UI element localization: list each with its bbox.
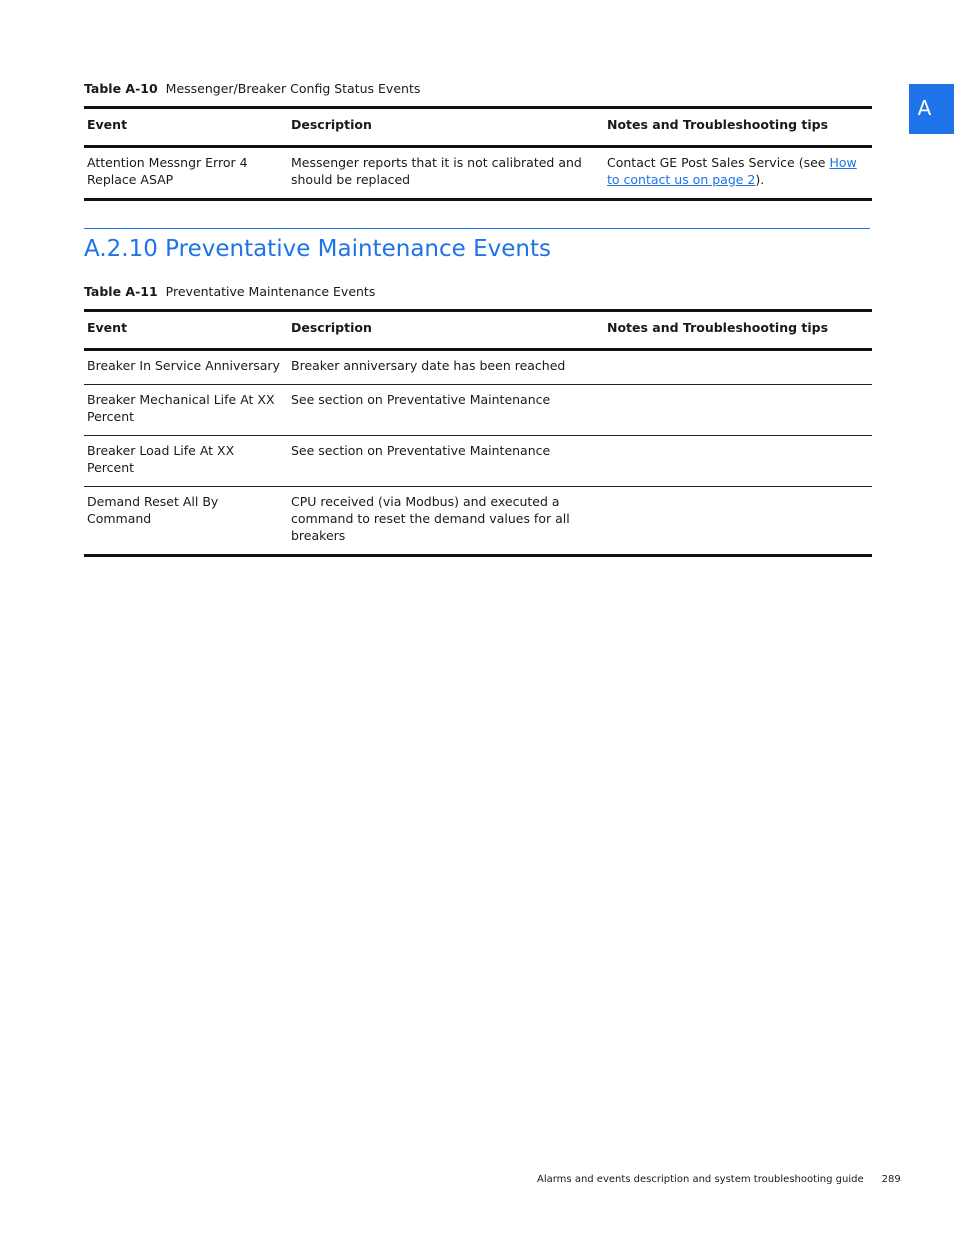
table-a11-label: Table A-11 — [84, 284, 158, 299]
header-description: Description — [288, 108, 604, 147]
cell-notes — [604, 350, 872, 385]
header-notes: Notes and Troubleshooting tips — [604, 311, 872, 350]
section-heading: A.2.10 Preventative Maintenance Events — [84, 236, 551, 262]
table-a10 — [84, 106, 872, 201]
cell-description: See section on Preventative Maintenance — [288, 385, 604, 436]
table-row — [84, 350, 872, 385]
cell-event: Demand Reset All By Command — [84, 487, 288, 556]
table-a10-label: Table A-10 — [84, 81, 158, 96]
cell-notes — [604, 147, 872, 200]
header-event: Event — [84, 311, 288, 350]
table-a11-caption — [84, 284, 375, 299]
header-notes: Notes and Troubleshooting tips — [604, 108, 872, 147]
page-number: 289 — [881, 1174, 901, 1185]
cell-description: Messenger reports that it is not calibrated and should be replaced — [288, 147, 604, 200]
page-footer — [537, 1174, 901, 1185]
chapter-tab-letter: A — [917, 96, 932, 120]
cell-description: See section on Preventative Maintenance — [288, 436, 604, 487]
footer-title: Alarms and events description and system troubleshooting guide — [537, 1174, 864, 1185]
notes-suffix: ). — [755, 172, 765, 187]
cell-event: Breaker Load Life At XX Percent — [84, 436, 288, 487]
table-header-row — [84, 108, 872, 147]
cell-notes — [604, 487, 872, 556]
table-a10-caption — [84, 81, 420, 96]
cell-event: Breaker In Service Anniversary — [84, 350, 288, 385]
table-row — [84, 487, 872, 556]
header-event: Event — [84, 108, 288, 147]
table-row — [84, 436, 872, 487]
cell-notes — [604, 385, 872, 436]
table-a11-title: Preventative Maintenance Events — [165, 284, 376, 299]
contact-us-link[interactable]: How to contact us on page 2 — [607, 155, 857, 187]
notes-prefix: Contact GE Post Sales Service (see — [607, 155, 830, 170]
cell-event: Attention Messngr Error 4 Replace ASAP — [84, 147, 288, 200]
cell-notes — [604, 436, 872, 487]
chapter-tab-marker — [909, 84, 954, 134]
table-a10-title: Messenger/Breaker Config Status Events — [165, 81, 421, 96]
table-row — [84, 147, 872, 200]
cell-description: Breaker anniversary date has been reached — [288, 350, 604, 385]
header-description: Description — [288, 311, 604, 350]
cell-event: Breaker Mechanical Life At XX Percent — [84, 385, 288, 436]
table-header-row — [84, 311, 872, 350]
cell-description: CPU received (via Modbus) and executed a command to reset the demand values for all breakers — [288, 487, 604, 556]
table-row — [84, 385, 872, 436]
section-divider — [84, 228, 870, 229]
table-a11 — [84, 309, 872, 557]
